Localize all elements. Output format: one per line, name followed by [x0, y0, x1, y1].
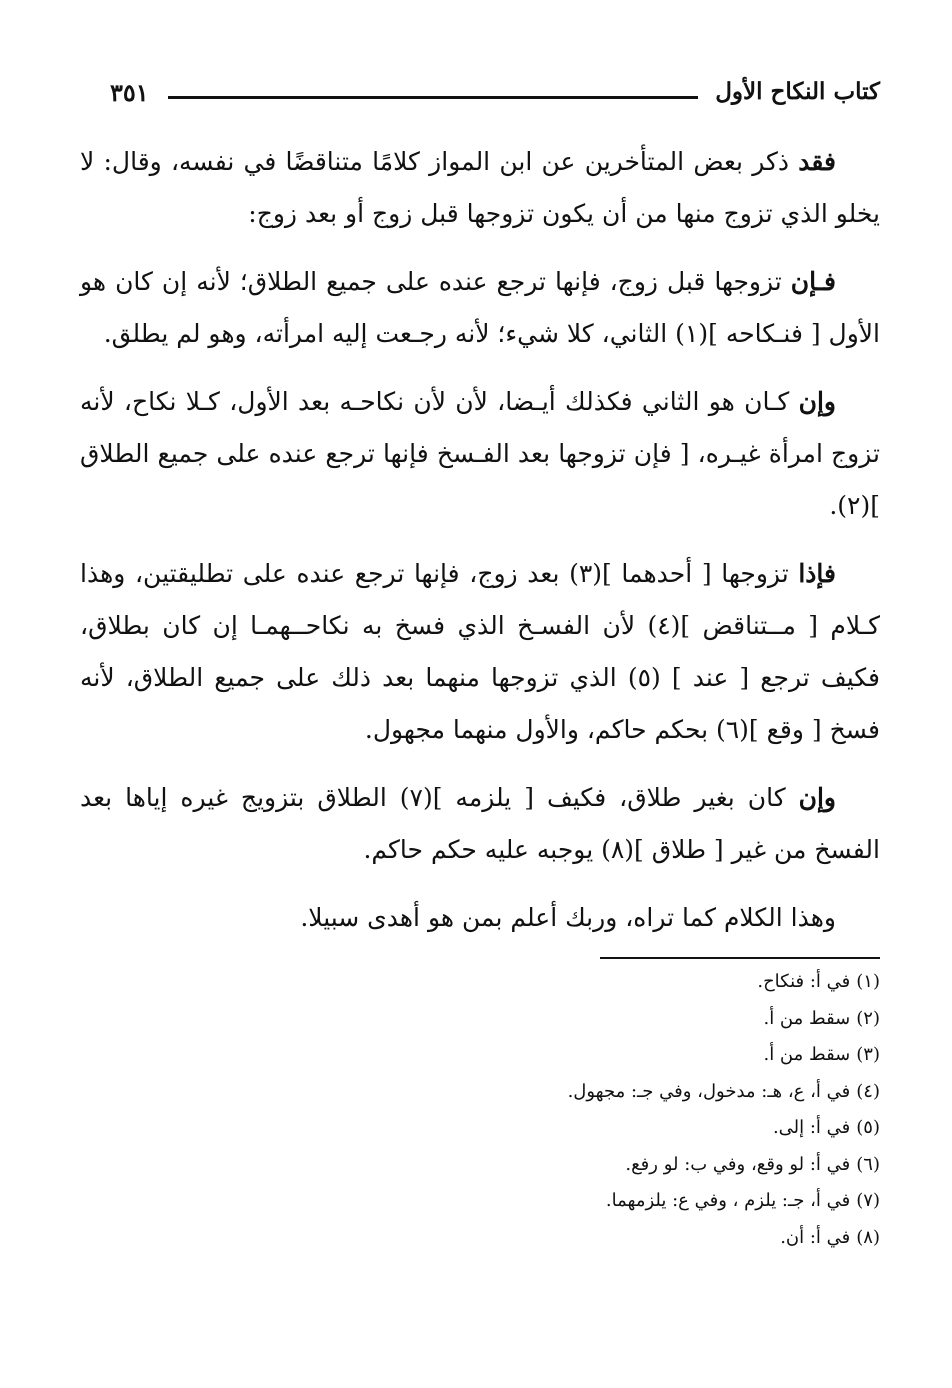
- main-text: [80, 136, 880, 960]
- footnote: [200, 1037, 880, 1074]
- paragraph-text: تزوجها [ أحدهما ](٣) بعد زوج، فإنها ترجع عنده على تطليقتين، وهذا كـلام [ مــتناقض ](٤) لأن الفسـخ الذي فسخ به نكاحــهمـا إن كان بطلاق، فكيف ترجع [ عند ] (٥) الذي تزوجها منهما بعد ذلك على جميع الطلاق، لأنه فسخ [ وقع ](٦) بحكم حاكم، والأول منهما مجهول.: [80, 559, 881, 744]
- header-rule: [168, 96, 698, 99]
- paragraph-lead: وإن: [798, 783, 836, 812]
- footnote-mark: (٧): [856, 1190, 880, 1211]
- footnote: [200, 1001, 880, 1038]
- paragraph-text: كان بغير طلاق، فكيف [ يلزمه ](٧) الطلاق بتزويج غيره إياها بعد الفسخ من غير [ طلاق ](٨) يوجبه عليه حكم حاكم.: [80, 783, 880, 864]
- paragraph: [80, 376, 880, 532]
- paragraph-lead: وإن: [798, 387, 836, 416]
- page-header: [110, 74, 880, 118]
- paragraph-lead: فـإن: [790, 267, 836, 296]
- footnote-separator: [600, 957, 880, 959]
- paragraph-text: كـان هو الثاني فكذلك أيـضا، لأن لأن نكاحـه بعد الأول، كـلا نكاح، لأنه تزوج امرأة غيـره، [ فإن تزوجها بعد الفـسخ فإنها ترجع عنده على جميع الطلاق ](٢).: [80, 387, 880, 520]
- footnote-text: في أ: إلى.: [772, 1117, 851, 1138]
- footnote: [200, 1220, 880, 1257]
- footnote-mark: (٣): [856, 1044, 880, 1065]
- book-title: كتاب النكاح الأول: [715, 78, 880, 105]
- paragraph-text: ذكر بعض المتأخرين عن ابن المواز كلامًا متناقضًا في نفسه، وقال: لا يخلو الذي تزوج منها من أن يكون تزوجها قبل زوج أو بعد زوج:: [80, 147, 880, 228]
- footnote-text: سقط من أ.: [763, 1044, 851, 1065]
- paragraph: [80, 136, 880, 240]
- footnote-text: في أ: أن.: [780, 1226, 851, 1248]
- footnote: [200, 1183, 880, 1220]
- footnote-text: في أ: فنكاح.: [757, 971, 851, 992]
- paragraph: [80, 548, 880, 756]
- footnote: [200, 1110, 880, 1147]
- footnote: [200, 1074, 880, 1111]
- footnote: [200, 1147, 880, 1184]
- footnote-mark: (٤): [856, 1080, 880, 1102]
- footnote-mark: (٢): [856, 1007, 880, 1029]
- footnote-mark: (٨): [856, 1226, 880, 1248]
- footnote-text: في أ، جـ: يلزم ، وفي ع: يلزمهما.: [605, 1190, 851, 1211]
- footnote: [200, 964, 880, 1001]
- paragraph: [80, 772, 880, 876]
- paragraph-lead: فقد: [798, 147, 836, 176]
- paragraph: [80, 256, 880, 360]
- paragraph-lead: فإذا: [798, 559, 836, 588]
- footnote-mark: (٥): [856, 1117, 880, 1138]
- footnote-mark: (٦): [856, 1153, 880, 1175]
- page-number: ٣٥١: [110, 78, 149, 107]
- footnotes: [200, 964, 880, 1256]
- closing-paragraph: [80, 892, 880, 944]
- paragraph-text: تزوجها قبل زوج، فإنها ترجع عنده على جميع الطلاق؛ لأنه إن كان هو الأول [ فنـكاحه ](١) الثاني، كلا شيء؛ لأنه رجـعت إليه امرأته، وهو لم يطلق.: [80, 267, 880, 348]
- footnote-text: سقط من أ.: [763, 1007, 851, 1029]
- paragraph-text: وهذا الكلام كما تراه، وربك أعلم بمن هو أهدى سبيلا.: [300, 903, 836, 932]
- footnote-text: في أ: لو وقع، وفي ب: لو رفع.: [625, 1153, 851, 1175]
- footnote-mark: (١): [856, 971, 880, 992]
- footnote-text: في أ، ع، هـ: مدخول، وفي جـ: مجهول.: [567, 1080, 851, 1102]
